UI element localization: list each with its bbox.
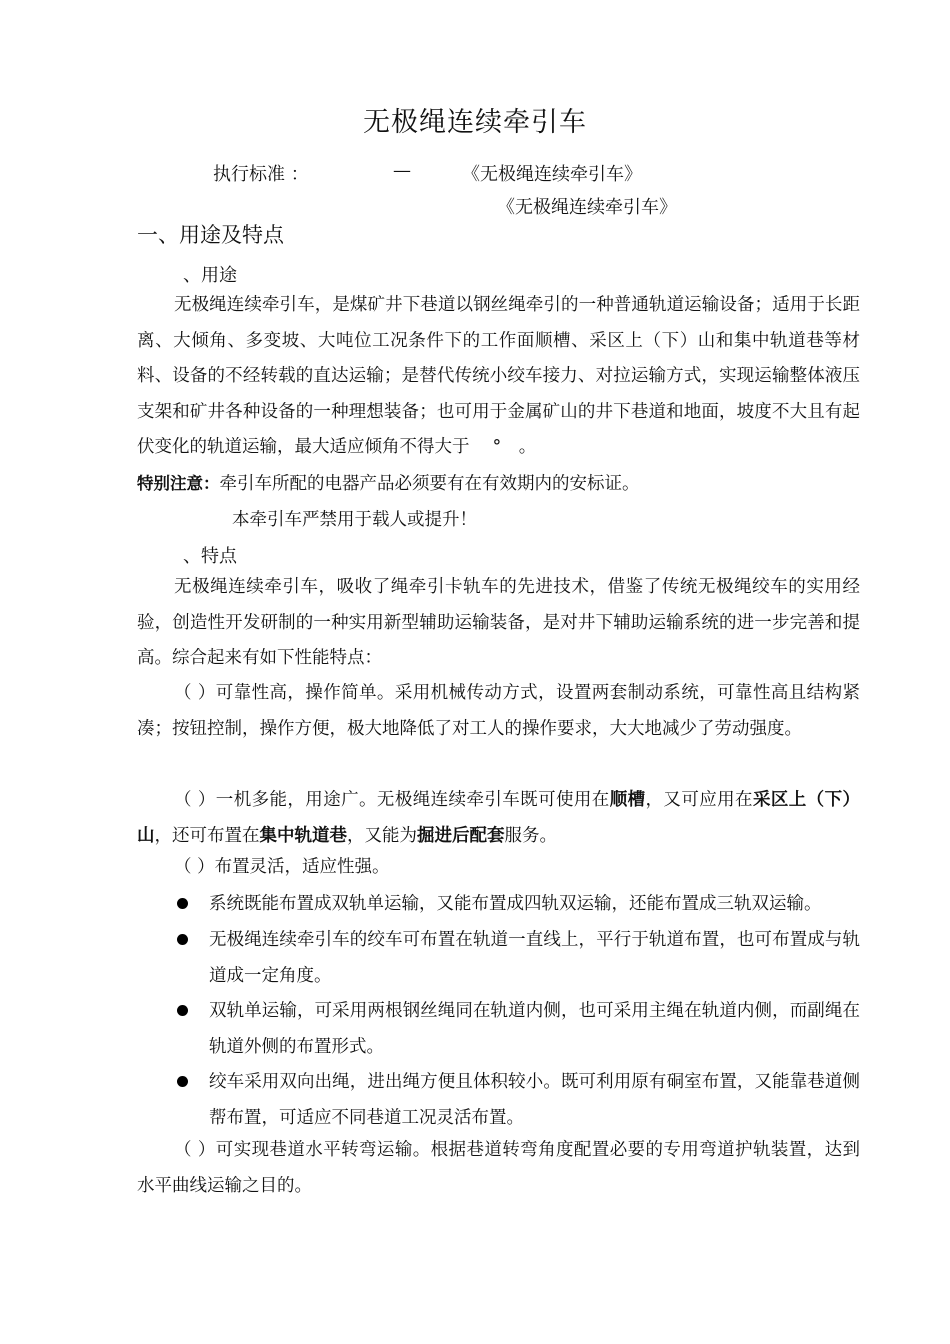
feature-item-2 <box>137 783 860 854</box>
subheading-use: 、用途 <box>183 265 237 286</box>
section-heading: 一、用途及特点 <box>137 223 284 247</box>
standard-label: 执行标准 ： <box>213 164 309 185</box>
document-title: 无极绳连续牵引车 <box>363 107 587 138</box>
item2-text: ，又可应用在 <box>645 790 753 810</box>
keyword-caiqu: 采区上（下）山 <box>137 790 860 846</box>
bullet-icon <box>177 934 188 945</box>
item2-text: （ ）一机多能，用途广。无极绳连续牵引车既可使用在 <box>174 790 610 810</box>
bullet-text: 系统既能布置成双轨单运输，又能布置成四轨双运输，还能布置成三轨双运输。 <box>209 894 822 914</box>
bullet-text: 双轨单运输，可采用两根钢丝绳同在轨道内侧，也可采用主绳在轨道内侧，而副绳在轨道外侧的布置形式。 <box>209 1001 860 1057</box>
feature-paragraph: 无极绳连续牵引车，吸收了绳牵引卡轨车的先进技术，借鉴了传统无极绳绞车的实用经验，创造性开发研制的一种实用新型辅助运输装备，是对井下辅助运输系统的进一步完善和提高。综合起来有如下性能特点： <box>137 577 860 668</box>
bullet-text: 绞车采用双向出绳，进出绳方便且体积较小。既可利用原有硐室布置，又能靠巷道侧帮布置，可适应不同巷道工况灵活布置。 <box>209 1072 860 1128</box>
keyword-shuncao: 顺槽 <box>609 790 646 810</box>
keyword-jizhong: 集中轨道巷 <box>259 825 347 846</box>
bullet-item <box>137 1064 860 1136</box>
bullet-icon <box>177 1005 188 1016</box>
note-text: 牵引车所配的电器产品必须要有在有效期内的安标证。 <box>219 474 640 494</box>
item2-text: 服务。 <box>504 825 557 846</box>
keyword-juejin: 掘进后配套 <box>417 825 505 846</box>
feature-item-4: （ ）可实现巷道水平转弯运输。根据巷道转弯角度配置必要的专用弯道护轨装置，达到水平曲线运输之目的。 <box>137 1140 860 1196</box>
item2-text: ，又能为 <box>347 825 417 846</box>
standard-title-1: 《无极绳连续牵引车》 <box>462 164 642 185</box>
bullet-item <box>137 993 860 1065</box>
bullet-icon <box>177 1076 188 1087</box>
note-text-2: 本牵引车严禁用于载人或提升！ <box>232 510 477 530</box>
note-label: 特别注意： <box>137 474 220 493</box>
special-note <box>137 470 640 495</box>
subheading-feature: 、特点 <box>183 546 237 567</box>
bullet-icon <box>177 898 188 909</box>
use-paragraph: 无极绳连续牵引车，是煤矿井下巷道以钢丝绳牵引的一种普通轨道运输设备；适用于长距离、大倾角、多变坡、大吨位工况条件下的工作面顺槽、采区上（下）山和集中轨道巷等材料、设备的不经转载的直达运输；是替代传统小绞车接力、对拉运输方式，实现运输整体液压支架和矿井各种设备的一种理想装备；也可用于金属矿山的井下巷道和地面，坡度不大且有起伏变化的轨道运输，最大适应倾角不得大于 ° 。 <box>137 295 860 457</box>
feature-item-1: （ ）可靠性高，操作简单。采用机械传动方式，设置两套制动系统，可靠性高且结构紧凑；按钮控制，操作方便，极大地降低了对工人的操作要求，大大地减少了劳动强度。 <box>137 683 860 739</box>
standard-dash: — <box>393 160 411 181</box>
standard-title-2: 《无极绳连续牵引车》 <box>497 197 677 218</box>
bullet-item <box>137 886 860 922</box>
bullet-item <box>137 922 860 994</box>
item2-text: ，还可布置在 <box>154 825 260 846</box>
feature-item-3: （ ）布置灵活，适应性强。 <box>174 857 390 877</box>
bullet-text: 无极绳连续牵引车的绞车可布置在轨道一直线上，平行于轨道布置，也可布置成与轨道成一定角度。 <box>209 930 860 986</box>
